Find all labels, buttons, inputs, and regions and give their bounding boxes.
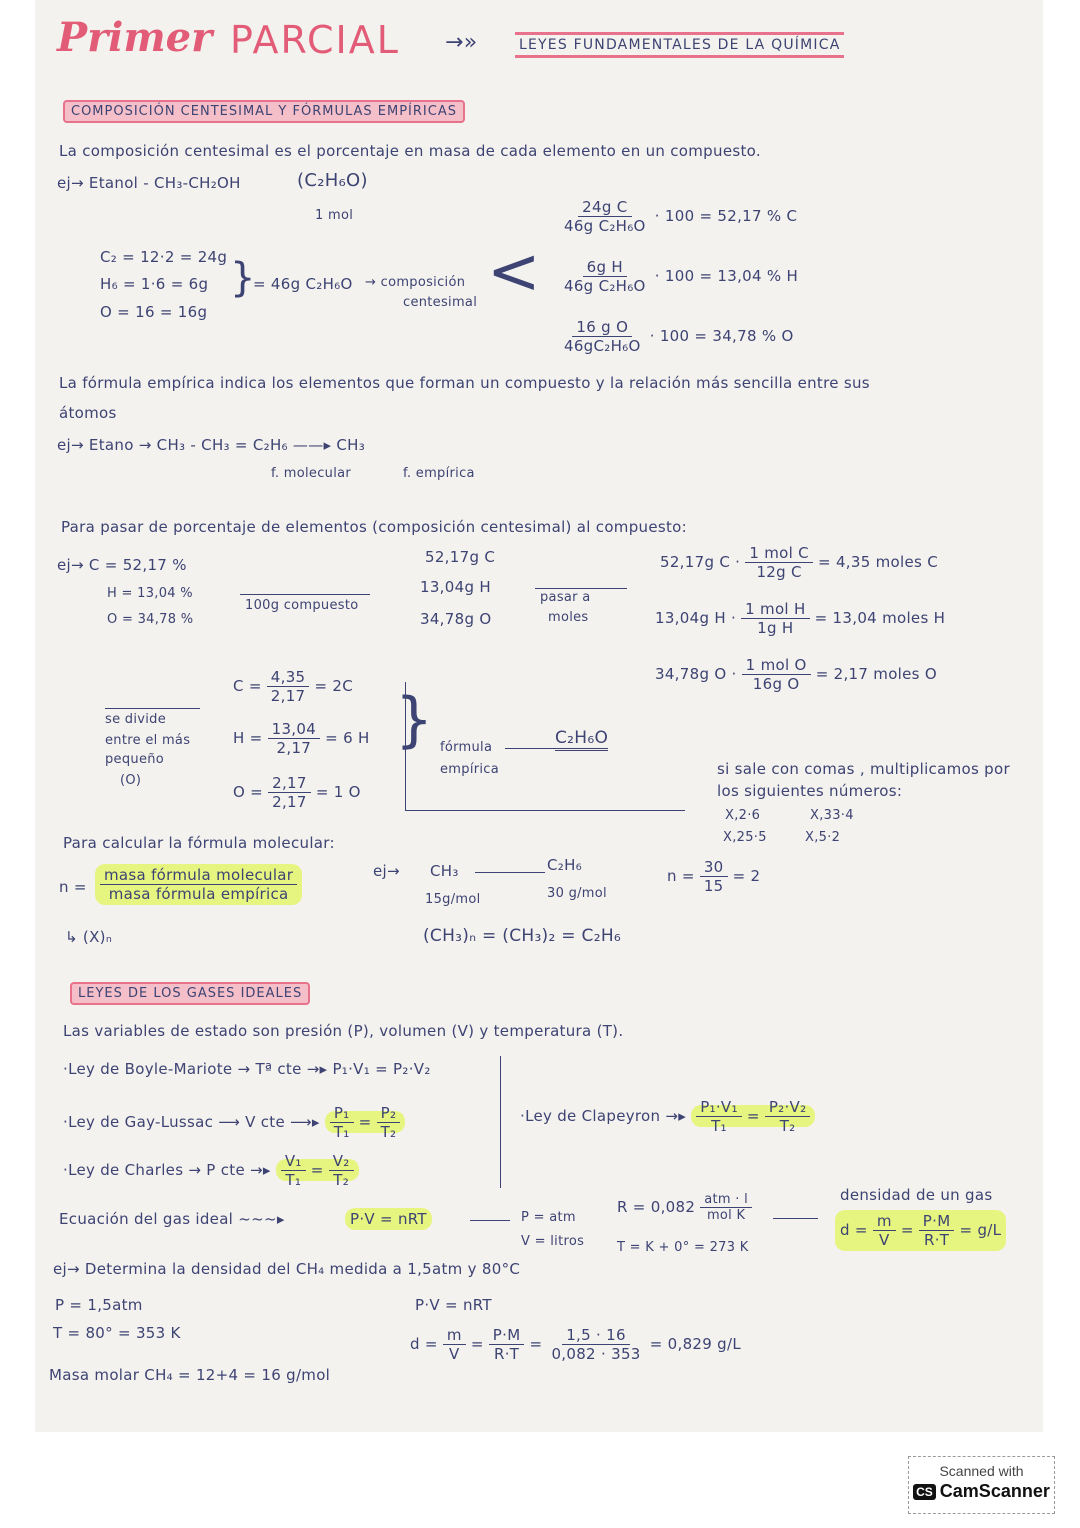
frac-den: T₁ [333, 1123, 350, 1141]
molecular-intro: Para calcular la fórmula molecular: [63, 834, 335, 852]
dens-arrow [773, 1218, 818, 1219]
grams-o: 34,78g O [420, 610, 492, 628]
law-gay-lussac: ·Ley de Gay-Lussac ⟶ V cte ⟶▸ $\frac{\text{P₁}}{\text{T₁}}$ = $\frac{\text{P₂}}{\text{T₂}}$ [63, 1104, 405, 1141]
p-unit: P = atm [521, 1210, 576, 1225]
etanol-mol: 1 mol [315, 208, 354, 223]
notebook-page [35, 0, 1043, 1432]
frac-num: masa fórmula molecular [100, 866, 297, 885]
etano-example: ej→ Etano → CH₃ - CH₃ = C₂H₆ ——▸ CH₃ [57, 436, 366, 454]
n-calc [667, 858, 760, 895]
ideal-gas-label: Ecuación del gas ideal ~~~▸ [59, 1210, 285, 1228]
div-o-result: = 1 O [315, 783, 361, 801]
mol-final: (CH₃)ₙ = (CH₃)₂ = C₂H₆ [423, 926, 622, 946]
mult-4: X,5·2 [805, 830, 841, 845]
ex-density-calc: d = $\frac{m}{V}$ = $\frac{P\cdot M}{R\cdot T}$ = $\frac{1,5 \cdot 16}{0,082 \cdot 353}$ = 0,829 g/L [410, 1326, 741, 1363]
density-formula: d = $\frac{m}{V}$ = $\frac{P\cdot M}{R\cdot T}$ = g/L [835, 1210, 1006, 1251]
d-eq: d = [410, 1335, 438, 1353]
frac-num: m [443, 1326, 466, 1345]
law-boyle: ·Ley de Boyle-Mariote → Tª cte →▸ P₁·V₁ = P₂·V₂ [63, 1060, 431, 1078]
etanol-example: ej→ Etanol - CH₃-CH₂OH [57, 174, 241, 192]
comp-arrow-2: centesimal [403, 295, 478, 310]
state-variables: Las variables de estado son presión (P), volumen (V) y temperatura (T). [63, 1022, 624, 1040]
density-label: densidad de un gas [840, 1186, 993, 1204]
moles-h-pre: 13,04g H · [655, 609, 737, 627]
moles-h-result: = 13,04 moles H [814, 609, 946, 627]
comp-arrow: → composición [365, 275, 466, 290]
brace-2: } [395, 685, 434, 755]
badge-brand: CamScanner [939, 1481, 1050, 1501]
mol-ex-c2h6: C₂H₆ [547, 856, 582, 874]
d-result: = 0,829 g/L [649, 1335, 741, 1353]
h-mass-line: H₆ = 1·6 = 6g [100, 275, 209, 293]
pct-c-result: · 100 = 52,17 % C [654, 207, 798, 225]
brace: } [230, 255, 256, 301]
frac-num: 1 mol C [745, 544, 813, 563]
frac-den: 2,17 [270, 687, 306, 705]
frac-den: T₁ [285, 1171, 302, 1189]
camscanner-badge [908, 1456, 1055, 1514]
law-charles: ·Ley de Charles → P cte →▸ $\frac{\text{V₁}}{\text{T₁}}$ = $\frac{\text{V₂}}{\text{T₂}}$ [63, 1152, 359, 1189]
mult-1: X,2·6 [725, 808, 761, 823]
div-c-result: = 2C [314, 677, 354, 695]
arrow-moles [535, 588, 627, 589]
div-o [233, 774, 361, 811]
pasar-label: pasar a [540, 590, 591, 605]
ex-molar-mass: Masa molar CH₄ = 12+4 = 16 g/mol [49, 1366, 331, 1384]
pct-h-result: · 100 = 13,04 % H [654, 267, 799, 285]
mult-3: X,25·5 [723, 830, 767, 845]
r-value: R = 0,082 [617, 1198, 696, 1216]
frac-den: mol K [706, 1208, 746, 1223]
div-c-label: C = [233, 677, 262, 695]
frac-num: P·M [489, 1326, 525, 1345]
div-h-result: = 6 H [325, 729, 370, 747]
eq-arrow [470, 1220, 510, 1221]
frac-den: 2,17 [272, 793, 307, 811]
empirica-definition-2: átomos [59, 404, 117, 422]
moles-o-result: = 2,17 moles O [815, 665, 937, 683]
frac-num: 2,17 [268, 774, 311, 793]
title-parcial: PARCIAL [230, 18, 400, 62]
div-h [233, 720, 370, 757]
frac-den: T₂ [333, 1171, 350, 1189]
mult-2: X,33·4 [810, 808, 854, 823]
gay-text: ·Ley de Gay-Lussac ⟶ V cte ⟶▸ [63, 1113, 320, 1131]
pct-o-fraction [560, 318, 794, 355]
frac-num: m [873, 1212, 896, 1231]
density-example: ej→ Determina la densidad del CH₄ medida a 1,5atm y 80°C [53, 1260, 521, 1278]
o-percent: O = 34,78 % [107, 612, 194, 627]
frac-num: V₂ [329, 1152, 354, 1171]
empirica-definition: La fórmula empírica indica los elementos que forman un compuesto y la relación más sencilla entre sus [59, 374, 870, 392]
formula-label-2: empírica [440, 762, 499, 777]
frac-den: V [879, 1231, 890, 1249]
n-calc-result: = 2 [732, 867, 761, 885]
section-tag-composicion: COMPOSICIÓN CENTESIMAL Y FÓRMULAS EMPÍRICAS [63, 100, 465, 123]
div-c [233, 668, 353, 705]
frac-den: 46g C₂H₆O [564, 217, 646, 235]
mol-ex-line [475, 872, 545, 873]
laws-divider [500, 1056, 501, 1188]
dens-eq: d = [840, 1221, 868, 1239]
moles-c [660, 544, 938, 581]
title-arrow: →» [445, 30, 478, 55]
ex-pv-nrt: P·V = nRT [415, 1296, 492, 1314]
frac-num: P₂·V₂ [765, 1098, 811, 1117]
pct-o-result: · 100 = 34,78 % O [649, 327, 794, 345]
moles-c-pre: 52,17g C · [660, 553, 741, 571]
moles-h [655, 600, 945, 637]
frac-den: 46gC₂H₆O [564, 337, 641, 355]
frac-num: 4,35 [267, 668, 310, 687]
frac-den: T₂ [779, 1117, 796, 1135]
frac-num: 1,5 · 16 [562, 1326, 630, 1345]
frac-den: R·T [493, 1345, 520, 1363]
frac-den: 0,082 · 353 [551, 1345, 641, 1363]
pasar-intro: Para pasar de porcentaje de elementos (composición centesimal) al compuesto: [61, 518, 687, 536]
pct-h-fraction [560, 258, 798, 295]
frac-den: 12g C [756, 563, 802, 581]
moles-o-pre: 34,78g O · [655, 665, 737, 683]
n-label: n = [59, 878, 87, 896]
subtitle: LEYES FUNDAMENTALES DE LA QUÍMICA [515, 32, 844, 58]
o-mass-line: O = 16 = 16g [100, 303, 208, 321]
h-percent: H = 13,04 % [107, 586, 193, 601]
c-percent: ej→ C = 52,17 % [57, 556, 187, 574]
n-calc-label: n = [667, 867, 695, 885]
split-chevron: < [487, 235, 541, 309]
grams-h: 13,04g H [420, 578, 491, 596]
pct-c-fraction [560, 198, 797, 235]
label-empirica: f. empírica [403, 466, 475, 481]
frac-num: 16 g O [572, 318, 632, 337]
frac-den: R·T [923, 1231, 950, 1249]
charles-text: ·Ley de Charles → P cte →▸ [63, 1161, 271, 1179]
frac-num: 13,04 [268, 720, 320, 739]
mol-ex-label: ej→ [373, 862, 400, 880]
ex-pressure: P = 1,5atm [55, 1296, 143, 1314]
clap-text: ·Ley de Clapeyron →▸ [520, 1107, 687, 1125]
arrow-divide [105, 708, 200, 709]
frac-den: 46g C₂H₆O [564, 277, 646, 295]
vertical-line [405, 682, 406, 810]
ex-temperature: T = 80° = 353 K [53, 1324, 181, 1342]
frac-num: 1 mol O [742, 656, 811, 675]
section-tag-gases: LEYES DE LOS GASES IDEALES [70, 982, 310, 1005]
frac-num: 24g C [578, 198, 631, 217]
etanol-formula: (C₂H₆O) [297, 170, 368, 191]
mol-ex-m2: 30 g/mol [547, 886, 607, 901]
comas-note-1: si sale con comas , multiplicamos por [717, 760, 1010, 778]
title-primer: Primer [57, 14, 213, 61]
frac-num: P₁·V₁ [696, 1098, 742, 1117]
grams-c: 52,17g C [425, 548, 496, 566]
badge-line-2 [909, 1481, 1054, 1502]
total-mass: = 46g C₂H₆O [253, 275, 353, 293]
mol-ex-ch3: CH₃ [430, 862, 459, 880]
arrow-result [505, 748, 555, 749]
arrow-100g-label: 100g compuesto [245, 598, 359, 613]
divide-1: se divide [105, 712, 167, 727]
div-h-label: H = [233, 729, 263, 747]
ideal-gas-equation: P·V = nRT [345, 1208, 432, 1230]
n-formula [95, 864, 302, 905]
camscanner-icon: CS [913, 1484, 936, 1500]
divide-3: pequeño [105, 752, 165, 767]
law-clapeyron: ·Ley de Clapeyron →▸ $\frac{\text{P₁·V₁}}{\text{T₁}}$ = $\frac{\text{P₂·V₂}}{\text{T₂}}$ [520, 1098, 815, 1135]
frac-num: P₂ [377, 1104, 401, 1123]
frac-den: 16g O [752, 675, 800, 693]
divide-4: (O) [120, 773, 142, 788]
frac-den: 15 [703, 877, 724, 895]
t-conversion: T = K + 0° = 273 K [617, 1240, 749, 1255]
n-result: ↳ (X)ₙ [65, 928, 113, 946]
frac-num: 6g H [583, 258, 627, 277]
bottom-line [405, 810, 685, 811]
arrow-100g [240, 594, 370, 595]
r-constant [617, 1192, 752, 1223]
label-molecular: f. molecular [271, 466, 352, 481]
composicion-definition: La composición centesimal es el porcentaje en masa de cada elemento en un compuesto. [59, 142, 761, 160]
frac-den: V [449, 1345, 460, 1363]
frac-den: 2,17 [276, 739, 312, 757]
frac-num: 30 [700, 858, 728, 877]
comas-note-2: los siguientes números: [717, 782, 903, 800]
c-mass-line: C₂ = 12·2 = 24g [100, 248, 228, 266]
frac-den: masa fórmula empírica [108, 885, 289, 903]
frac-den: 1g H [757, 619, 794, 637]
v-unit: V = litros [521, 1234, 585, 1249]
badge-line-1: Scanned with [939, 1463, 1024, 1479]
frac-den: T₂ [380, 1123, 397, 1141]
result-formula: C₂H₆O [555, 728, 608, 751]
div-o-label: O = [233, 783, 264, 801]
formula-label-1: fórmula [440, 740, 493, 755]
moles-c-result: = 4,35 moles C [818, 553, 938, 571]
frac-num: V₁ [281, 1152, 306, 1171]
dens-unit: = g/L [959, 1221, 1002, 1239]
frac-den: T₁ [711, 1117, 727, 1135]
mol-ex-m1: 15g/mol [425, 892, 481, 907]
moles-o [655, 656, 937, 693]
frac-num: 1 mol H [741, 600, 809, 619]
divide-2: entre el más [105, 733, 191, 748]
frac-num: P₁ [330, 1104, 354, 1123]
frac-num: P·M [919, 1212, 955, 1231]
frac-num: atm · l [700, 1192, 752, 1208]
moles-label: moles [548, 610, 589, 625]
